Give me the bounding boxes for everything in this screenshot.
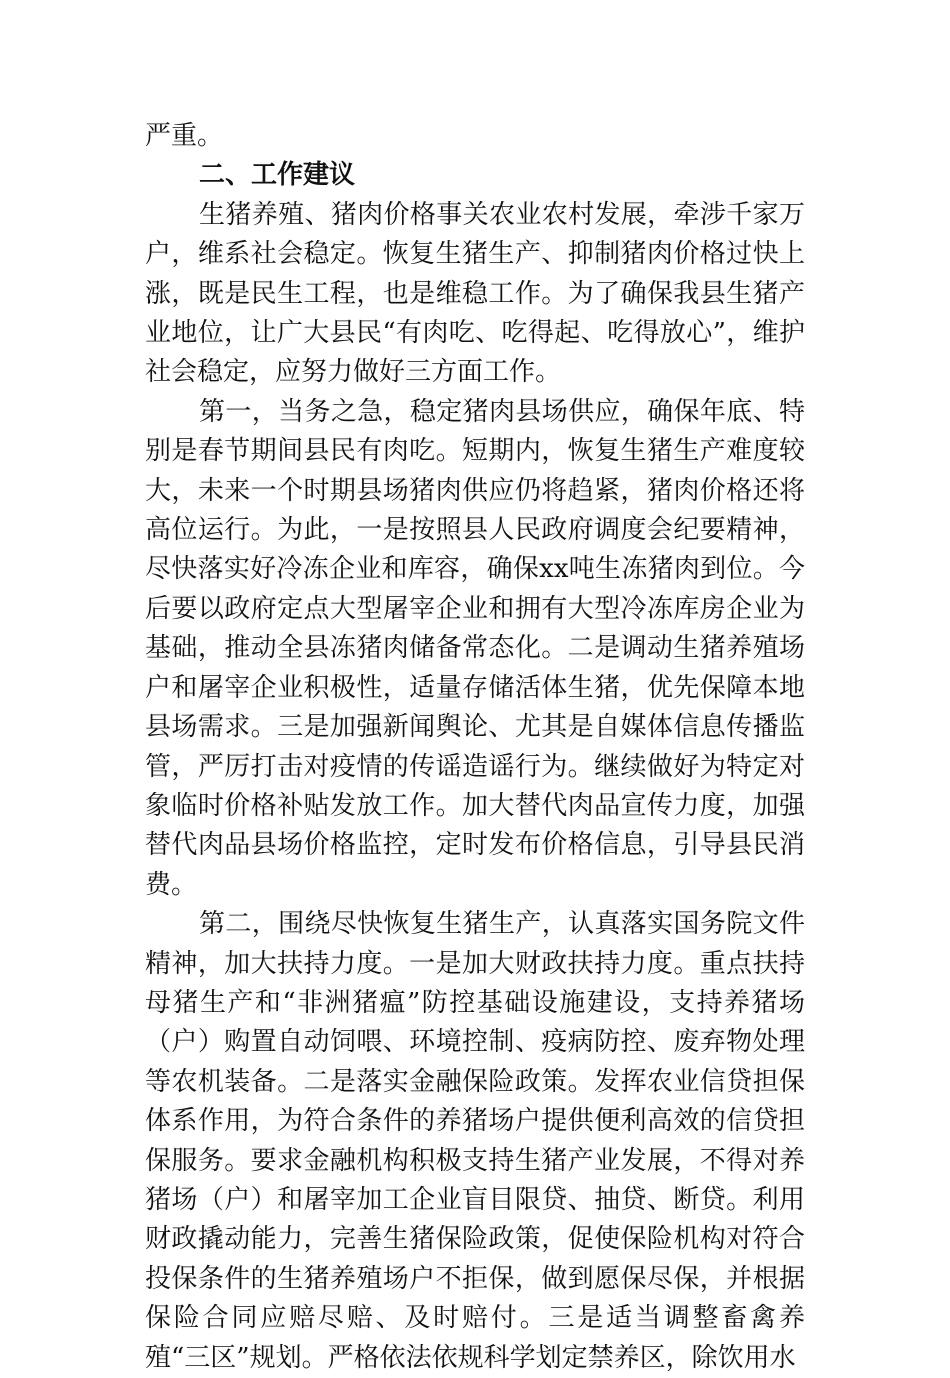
document-body (145, 117, 805, 1378)
section-heading: 二、工作建议 (199, 160, 356, 191)
continuation-text: 严重。 (145, 121, 224, 151)
paragraph-second: 第二，围绕尽快恢复生猪生产，认真落实国务院文件精神，加大扶持力度。一是加大财政扶持力度。重点扶持母猪生产和“非洲猪瘟”防控基础设施建设，支持养猪场（户）购置自动饲喂、环境控制、疫病防控、废弃物处理等农机装备。二是落实金融保险政策。发挥农业信贷担保体系作用，为符合条件的养猪场户提供便利高效的信贷担保服务。要求金融机构积极支持生猪产业发展，不得对养猪场（户）和屠宰加工企业盲目限贷、抽贷、断贷。利用财政撬动能力，完善生猪保险政策，促使保险机构对符合投保条件的生猪养殖场户不拒保，做到愿保尽保，并根据保险合同应赔尽赔、及时赔付。三是适当调整畜禽养殖“三区”规划。严格依法依规科学划定禁养区，除饮用水 (145, 909, 805, 1373)
paragraph-intro: 生猪养殖、猪肉价格事关农业农村发展，牵涉千家万户，维系社会稳定。恢复生猪生产、抑制猪肉价格过快上涨，既是民生工程，也是维稳工作。为了确保我县生猪产业地位，让广大县民“有肉吃、吃得起、吃得放心”，维护社会稳定，应努力做好三方面工作。 (145, 199, 805, 388)
paragraph-first: 第一，当务之急，稳定猪肉县场供应，确保年底、特别是春节期间县民有肉吃。短期内，恢复生猪生产难度较大，未来一个时期县场猪肉供应仍将趋紧，猪肉价格还将高位运行。为此，一是按照县人民政府调度会纪要精神，尽快落实好冷冻企业和库容，确保xx吨生冻猪肉到位。今后要以政府定点大型屠宰企业和拥有大型冷冻库房企业为基础，推动全县冻猪肉储备常态化。二是调动生猪养殖场户和屠宰企业积极性，适量存储活体生猪，优先保障本地县场需求。三是加强新闻舆论、尤其是自媒体信息传播监管，严厉打击对疫情的传谣造谣行为。继续做好为特定对象临时价格补贴发放工作。加大替代肉品宣传力度，加强替代肉品县场价格监控，定时发布价格信息，引导县民消费。 (145, 396, 805, 900)
